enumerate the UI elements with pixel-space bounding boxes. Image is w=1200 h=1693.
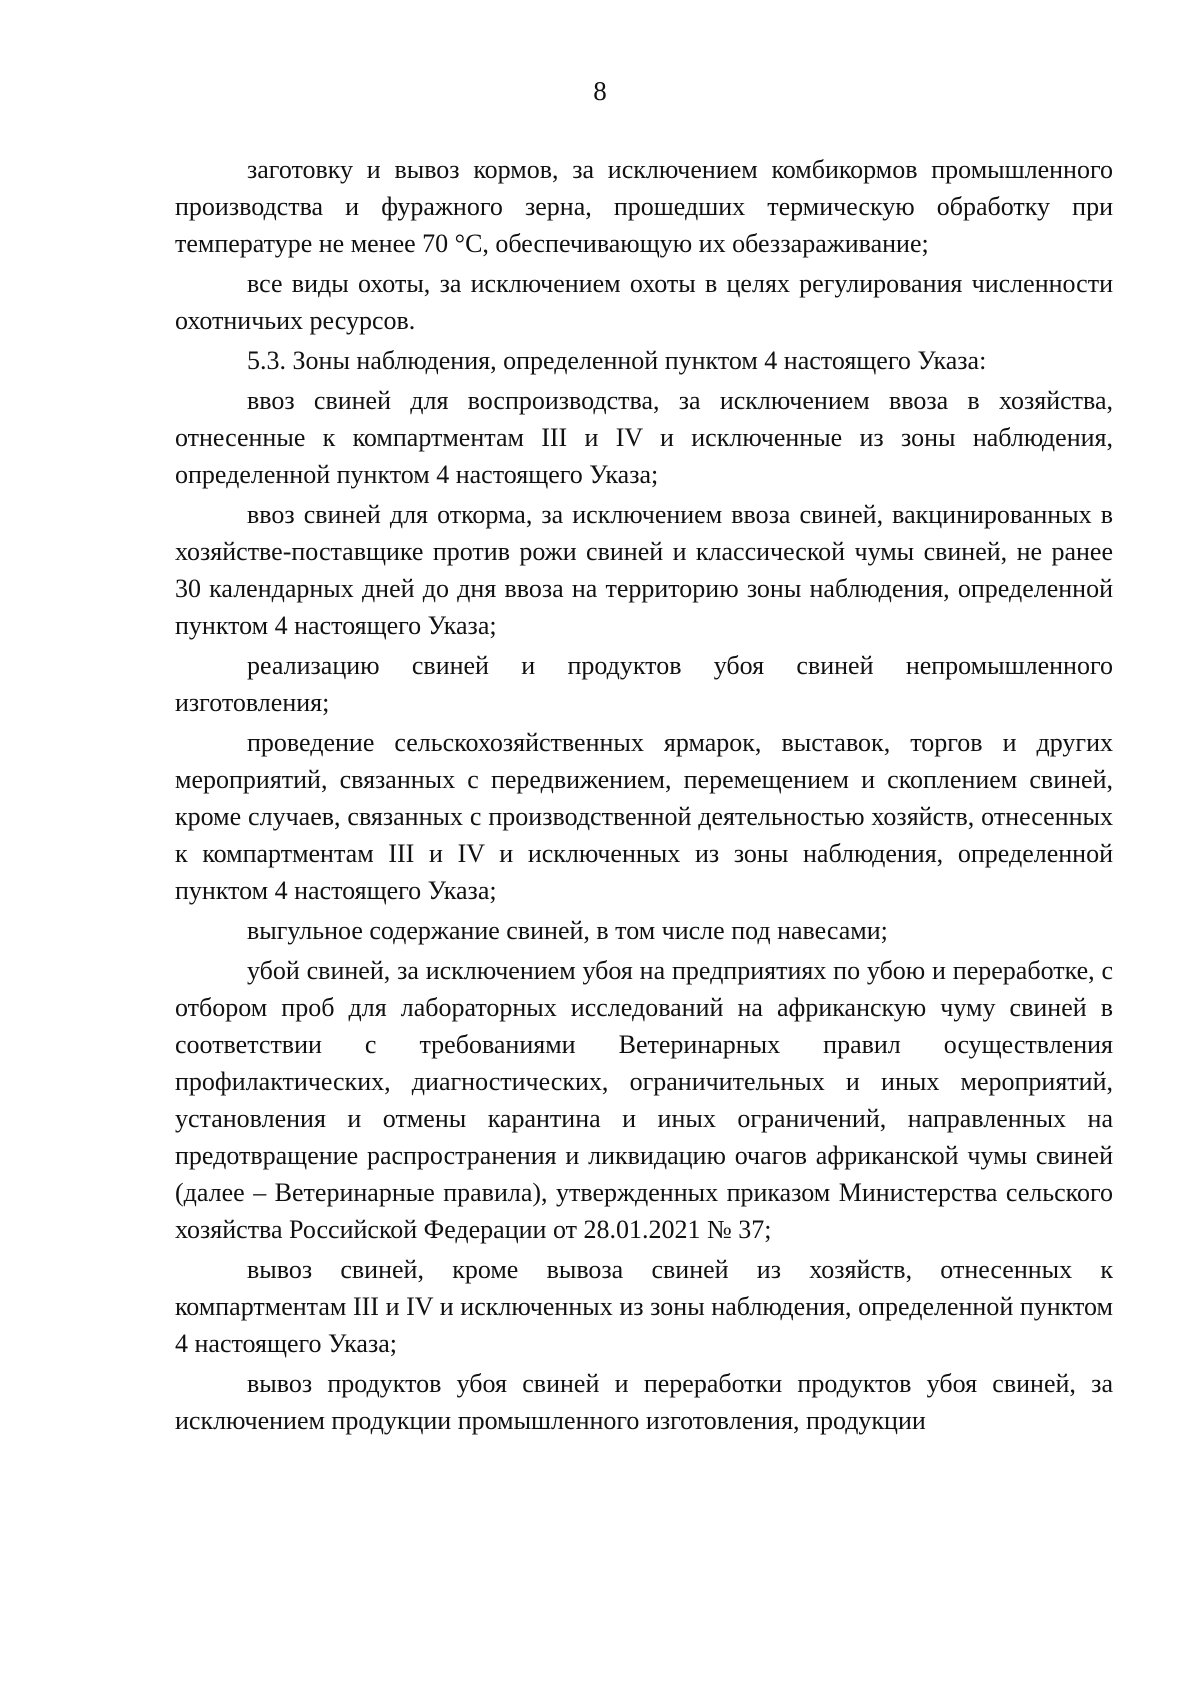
paragraph-feed-export: заготовку и вывоз кормов, за исключением комбикормов промышленного производства и фуражного зерна, прошедших термическую обработку при температуре не менее 70 °С, обеспечивающую их обеззараживание; [175, 155, 1113, 258]
paragraph-import-fattening-pigs: ввоз свиней для откорма, за исключением ввоза свиней, вакцинированных в хозяйстве-поставщике против рожи свиней и классической чумы свиней, не ранее 30 календарных дней до дня ввоза на территорию зоны наблюдения, определенной пунктом 4 настоящего Указа; [175, 500, 1113, 640]
document-body [175, 151, 1113, 1442]
paragraph-export-of-products: вывоз продуктов убоя свиней и переработки продуктов убоя свиней, за исключением продукции промышленного изготовления, продукции [175, 1369, 1113, 1435]
paragraph-import-breeding-pigs: ввоз свиней для воспроизводства, за исключением ввоза в хозяйства, отнесенные к компартментам III и IV и исключенные из зоны наблюдения, определенной пунктом 4 настоящего Указа; [175, 386, 1113, 489]
paragraph-section-5-3-heading: 5.3. Зоны наблюдения, определенной пунктом 4 настоящего Указа: [247, 346, 987, 375]
paragraph-sale-of-pigs: реализацию свиней и продуктов убоя свиней непромышленного изготовления; [175, 651, 1113, 717]
paragraph-outdoor-keeping: выгульное содержание свиней, в том числе под навесами; [247, 916, 888, 945]
paragraph-hunting: все виды охоты, за исключением охоты в целях регулирования численности охотничьих ресурсов. [175, 269, 1113, 335]
paragraph-fairs-exhibitions: проведение сельскохозяйственных ярмарок, выставок, торгов и других мероприятий, связанных с передвижением, перемещением и скоплением свиней, кроме случаев, связанных с производственной деятельностью хозяйств, отнесенных к компартментам III и IV и исключенных из зоны наблюдения, определенной пунктом 4 настоящего Указа; [175, 728, 1113, 905]
paragraph-slaughter: убой свиней, за исключением убоя на предприятиях по убою и переработке, с отбором проб для лабораторных исследований на африканскую чуму свиней в соответствии с требованиями Ветеринарных правил осуществления профилактических, диагностических, ограничительных и иных мероприятий, установления и отмены карантина и иных ограничений, направленных на предотвращение распространения и ликвидацию очагов африканской чумы свиней (далее – Ветеринарные правила), утвержденных приказом Министерства сельского хозяйства Российской Федерации от 28.01.2021 № 37; [175, 956, 1113, 1244]
page-number: 8 [593, 76, 607, 106]
paragraph-export-of-pigs: вывоз свиней, кроме вывоза свиней из хозяйств, отнесенных к компартментам III и IV и исключенных из зоны наблюдения, определенной пунктом 4 настоящего Указа; [175, 1255, 1113, 1358]
